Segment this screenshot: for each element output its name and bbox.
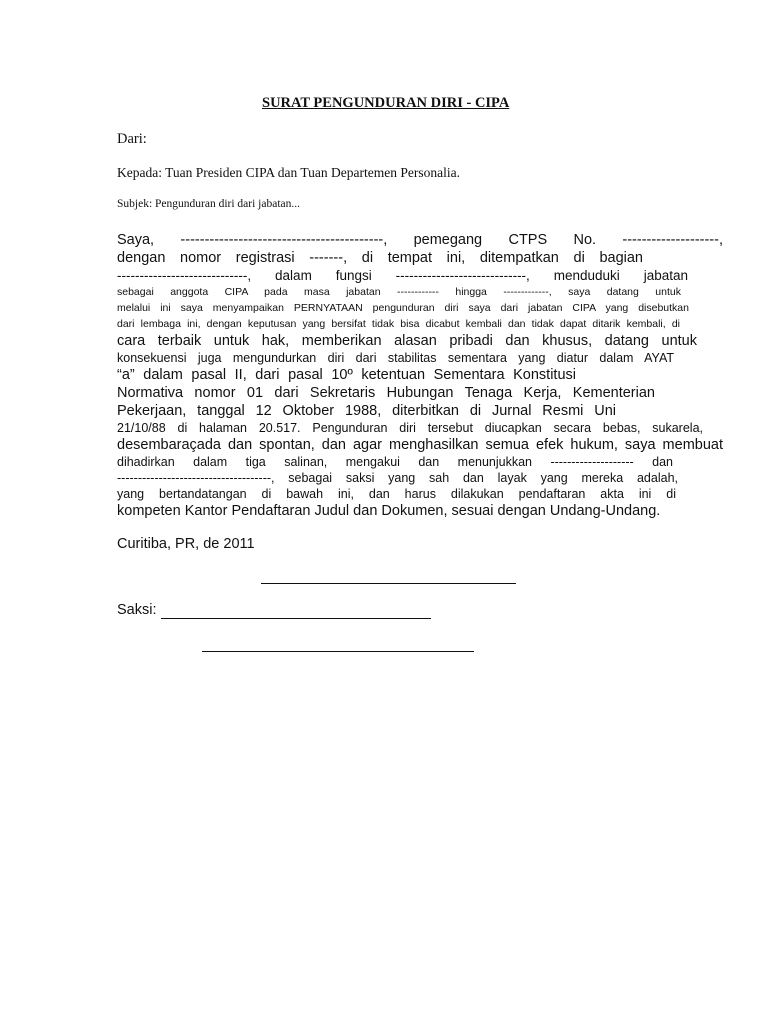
body-line: sebagai anggota CIPA pada masa jabatan ------------ hingga -------------, saya datang untuk [117, 286, 681, 298]
body-line: “a” dalam pasal II, dari pasal 10º ketentuan Sementara Konstitusi [117, 367, 576, 383]
body-line: -----------------------------, dalam fungsi -----------------------------, menduduki jabatan [117, 268, 688, 283]
body-line: melalui ini saya menyampaikan PERNYATAAN pengunduran diri saya dari jabatan CIPA yang disebutkan [117, 302, 689, 314]
body-line: cara terbaik untuk hak, memberikan alasan pribadi dan khusus, datang untuk [117, 333, 697, 349]
body-line: dari lembaga ini, dengan keputusan yang bersifat tidak bisa dicabut kembali dan tidak dapat ditarik kembali, di [117, 318, 680, 330]
second-witness-signature-line [202, 651, 474, 652]
body-line: kompeten Kantor Pendaftaran Judul dan Dokumen, sesuai dengan Undang-Undang. [117, 503, 661, 519]
body-line: -------------------------------------, sebagai saksi yang sah dan layak yang mereka adalah, [117, 471, 678, 485]
letter-body [117, 231, 723, 520]
recipient-line: Kepada: Tuan Presiden CIPA dan Tuan Departemen Personalia. [117, 165, 460, 180]
body-line: Saya, ------------------------------------------, pemegang CTPS No. --------------------, [117, 232, 723, 248]
body-line: dihadirkan dalam tiga salinan, mengakui dan menunjukkan -------------------- dan [117, 455, 673, 469]
signature-line [261, 583, 516, 584]
body-line: dengan nomor registrasi -------, di tempat ini, ditempatkan di bagian [117, 250, 643, 266]
body-line: Normativa nomor 01 dari Sekretaris Hubungan Tenaga Kerja, Kementerian [117, 385, 655, 401]
from-line: Dari: [117, 131, 147, 147]
body-line: Pekerjaan, tanggal 12 Oktober 1988, diterbitkan di Jurnal Resmi Uni [117, 403, 616, 419]
body-line: konsekuensi juga mengundurkan diri dari stabilitas sementara yang diatur dalam AYAT [117, 351, 674, 365]
document-title: SURAT PENGUNDURAN DIRI - CIPA [262, 95, 510, 111]
body-line: 21/10/88 di halaman 20.517. Pengunduran diri tersebut diucapkan secara bebas, sukarela, [117, 421, 703, 435]
place-date: Curitiba, PR, de 2011 [117, 536, 255, 552]
subject-line: Subjek: Pengunduran diri dari jabatan... [117, 198, 301, 210]
witness-label: Saksi: [117, 602, 157, 618]
body-line: yang bertandatangan di bawah ini, dan harus dilakukan pendaftaran akta ini di [117, 487, 676, 501]
witness-signature-line [161, 618, 431, 619]
body-line: desembaraçada dan spontan, dan agar menghasilkan semua efek hukum, saya membuat [117, 437, 723, 453]
